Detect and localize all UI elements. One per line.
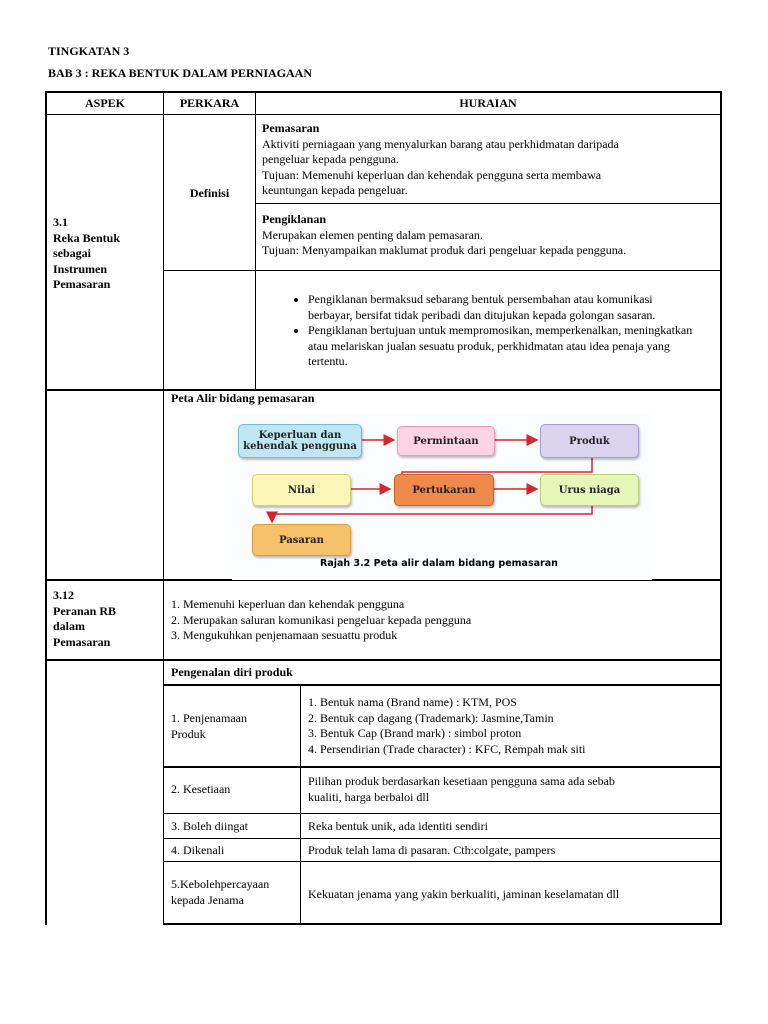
pemasaran-title: Pemasaran	[262, 121, 320, 135]
col-header-perkara: PERKARA	[179, 96, 240, 110]
aspect-3-1: 3.1 Reka Bentuk sebagai Instrumen Pemasaran	[53, 215, 121, 291]
flow-box-pertukaran: Pertukaran	[394, 474, 494, 506]
flow-box-produk: Produk	[540, 424, 639, 458]
row-value-boleh-diingat: Reka bentuk unik, ada identiti sendiri	[308, 819, 488, 833]
flow-box-urus-niaga: Urus niaga	[540, 474, 639, 506]
aspect-3-12: 3.12 Peranan RB dalam Pemasaran	[53, 588, 116, 649]
col-header-aspek: ASPEK	[84, 96, 125, 110]
row-value-penjenamaan: 1. Bentuk nama (Brand name) : KTM, POS 2. Bentuk cap dagang (Trademark): Jasmine,Tamin 3. Bentuk Cap (Brand mark) : simbol proton 4. Persendirian (Trade character) : KFC, Rempah mak siti	[308, 695, 586, 756]
pemasaran-block: Pemasaran Aktiviti perniagaan yang menyalurkan barang atau perkhidmatan daripada pengeluar kepada pengguna. Tujuan: Memenuhi keperluan dan kehendak pengguna serta membawa keuntungan kepada pengeluar.	[262, 121, 717, 199]
row-value-kebolehpercayaan: Kekuatan jenama yang yakin berkualiti, jaminan keselamatan dll	[308, 887, 620, 901]
flow-diagram	[232, 414, 652, 580]
col-header-huraian: HURAIAN	[459, 96, 517, 110]
pengiklanan-title: Pengiklanan	[262, 212, 327, 226]
flow-box-permintaan: Permintaan	[397, 426, 495, 456]
flow-title: Peta Alir bidang pemasaran	[171, 391, 315, 405]
bullet-item: • Pengiklanan bertujuan untuk mempromosikan, memperkenalkan, meningkatkan atau melariskan jualan sesuatu produk, perkhidmatan atau idea penaja yang tertentu.	[308, 323, 698, 370]
list-item: 1. Memenuhi keperluan dan kehendak pengguna	[171, 597, 405, 611]
row-label-penjenamaan: 1. Penjenamaan Produk	[171, 711, 247, 741]
flow-caption: Rajah 3.2 Peta alir dalam bidang pemasaran	[320, 558, 558, 569]
row-label-kesetiaan: 2. Kesetiaan	[171, 782, 231, 796]
grade-level: TINGKATAN 3	[48, 44, 130, 58]
pengenalan-title: Pengenalan diri produk	[171, 665, 293, 679]
perkara-definisi: Definisi	[189, 186, 230, 200]
list-item: 2. Merupakan saluran komunikasi pengeluar kepada pengguna	[171, 612, 472, 627]
peranan-list	[171, 597, 711, 644]
list-item: 3. Mengukuhkan penjenamaan sesuattu produk	[171, 628, 398, 642]
bullet-item: • Pengiklanan bermaksud sebarang bentuk persembahan atau komunikasi berbayar, bersifat tidak peribadi dan ditujukan kepada golongan sasaran.	[308, 292, 698, 323]
row-value-dikenali: Produk telah lama di pasaran. Cth:colgate, pampers	[308, 843, 556, 857]
row-label-boleh-diingat: 3. Boleh diingat	[171, 819, 248, 833]
flow-box-nilai: Nilai	[252, 474, 351, 506]
pengiklanan-block: Pengiklanan Merupakan elemen penting dalam pemasaran. Tujuan: Menyampaikan maklumat produk dari pengeluar kepada pengguna.	[262, 212, 717, 259]
row-value-kesetiaan: Pilihan produk berdasarkan kesetiaan pengguna sama ada sebab kualiti, harga berbaloi dll	[308, 774, 615, 804]
flow-box-keperluan: Keperluan dan kehendak pengguna	[238, 424, 362, 458]
pengiklanan-bullets	[278, 292, 698, 370]
flow-box-pasaran: Pasaran	[252, 524, 351, 556]
chapter-title: BAB 3 : REKA BENTUK DALAM PERNIAGAAN	[48, 66, 313, 80]
row-label-dikenali: 4. Dikenali	[171, 843, 225, 857]
row-label-kebolehpercayaan: 5.Kebolehpercayaan kepada Jenama	[171, 877, 270, 907]
